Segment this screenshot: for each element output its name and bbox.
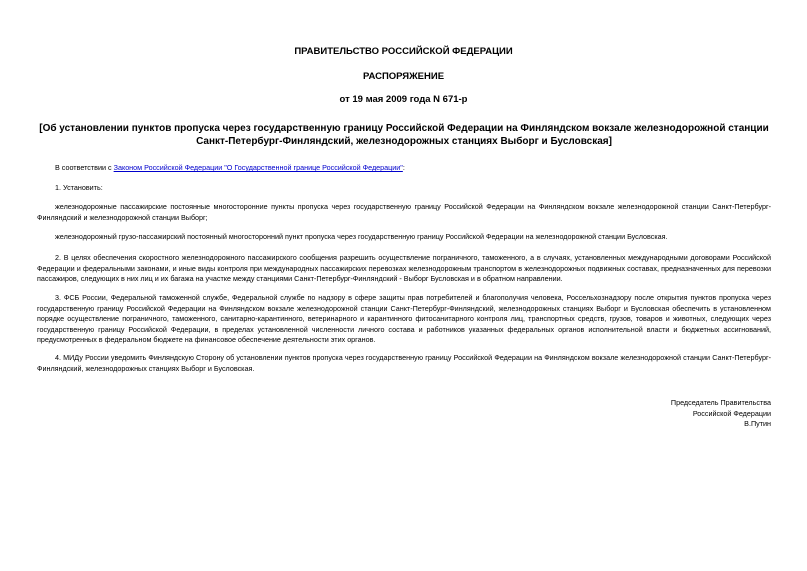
paragraph-2-text: 2. В целях обеспечения скоростного железнодорожного пассажирского сообщения разрешить осуществление пограничного, таможенного, а в случаях, установленных международными договорами Российской Федерации и федеральными законами, и иные виды контроля при международных пассажирских перевозках железнодорожным транспортом в железнодорожных подвижных составах, предназначенных для перевозки пассажиров, следующих в них лиц и их багажа на участке между станциями Санкт-Петербург-Финляндский - Выборг Бусловская и в обратном направлении. xyxy=(37,253,771,283)
law-link[interactable]: Законом Российской Федерации "О Государственной границе Российской Федерации" xyxy=(113,163,403,172)
signature-block xyxy=(671,398,771,430)
paragraph-3 xyxy=(37,293,771,346)
basis-suffix: : xyxy=(402,163,405,172)
paragraph-1a-text: железнодорожные пассажирские постоянные многосторонние пункты пропуска через государственную границу Российской Федерации на Финляндском вокзале железнодорожной станции Санкт-Петербург-Финляндский и железнодорожной станции Выборг; xyxy=(37,202,771,222)
paragraph-1 xyxy=(37,183,771,194)
basis-paragraph xyxy=(37,163,771,174)
date-number-heading: от 19 мая 2009 года N 671-р xyxy=(339,94,468,105)
issuer-heading: ПРАВИТЕЛЬСТВО РОССИЙСКОЙ ФЕДЕРАЦИИ xyxy=(294,46,513,57)
paragraph-2 xyxy=(37,253,771,285)
document-type-heading: РАСПОРЯЖЕНИЕ xyxy=(362,71,445,82)
paragraph-3-text: 3. ФСБ России, Федеральной таможенной службе, Федеральной службе по надзору в сфере защиты прав потребителей и благополучия человека, Россельхознадзору после открытия пунктов пропуска через государственную границу Российской Федерации на Финляндском вокзале железнодорожной станции Санкт-Петербург-Финляндский, железнодорожных станциях Выборг и Бусловская обеспечить в установленном порядке осуществление пограничного, таможенного, санитарно-карантинного, ветеринарного и карантинного фитосанитарного контроля лиц, транспортных средств, грузов, товаров и животных, следующих через государственную границу Российской Федерации, в пределах установленной численности личного состава и работников указанных федеральных органов исполнительной власти и бюджетных ассигнований, предусмотренных в федеральном бюджете на финансовое обеспечение деятельности этих органов. xyxy=(37,293,771,344)
paragraph-4 xyxy=(37,353,771,374)
basis-prefix: В соответствии с xyxy=(55,163,114,172)
document-title: [Об установлении пунктов пропуска через государственную границу Российской Федерации на Финляндском вокзале железнодорожной станции Санкт-Петербург-Финляндский, железнодорожных станциях Выборг и Бусловская] xyxy=(39,123,769,147)
paragraph-1b xyxy=(37,232,771,243)
paragraph-1b-text: железнодорожный грузо-пассажирский постоянный многосторонний пункт пропуска через государственную границу Российской Федерации на железнодорожной станции Бусловская. xyxy=(55,232,668,241)
paragraph-4-text: 4. МИДу России уведомить Финляндскую Сторону об установлении пунктов пропуска через государственную границу Российской Федерации на Финляндском вокзале железнодорожной станции Санкт-Петербург-Финляндский, железнодорожных станциях Выборг и Бусловская. xyxy=(37,353,771,373)
signature-organization: Российской Федерации xyxy=(692,408,771,418)
signature-name: В.Путин xyxy=(744,419,771,428)
signature-position: Председатель Правительства xyxy=(670,398,771,407)
paragraph-1a xyxy=(37,202,771,223)
paragraph-1-text: 1. Установить: xyxy=(55,183,103,192)
